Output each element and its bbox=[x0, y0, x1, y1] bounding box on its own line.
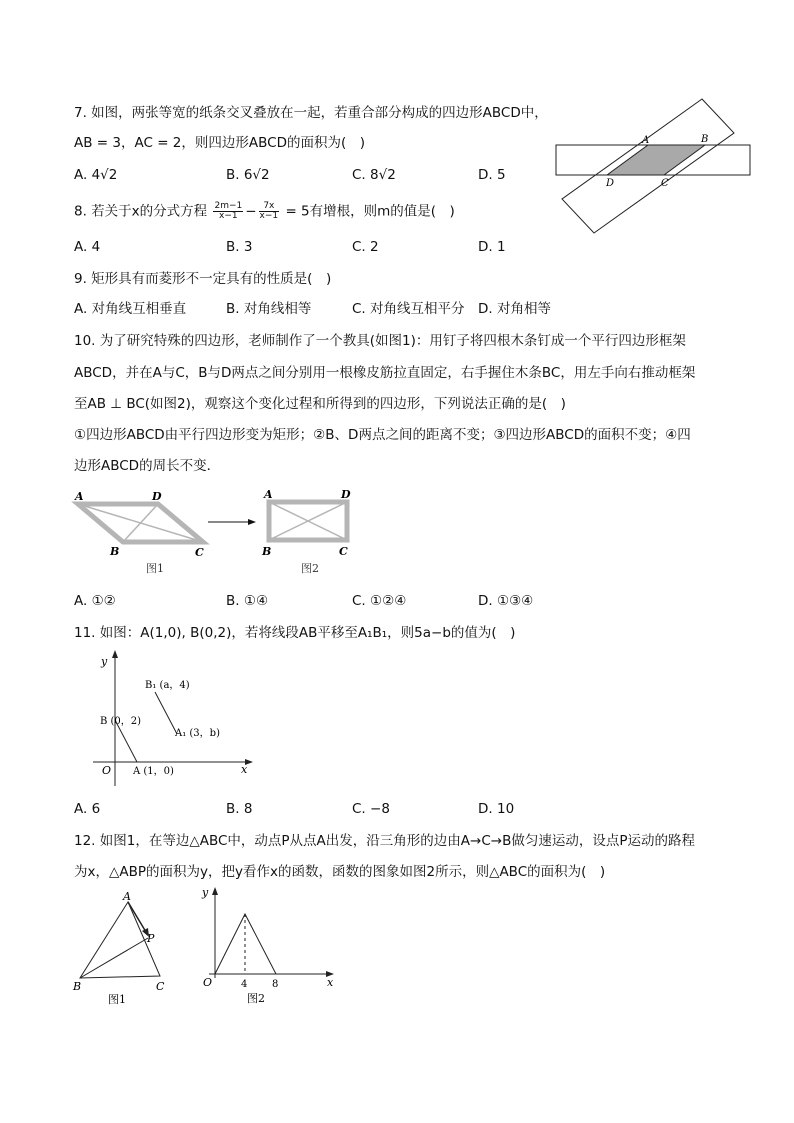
q12-fig2-label-y: y bbox=[202, 886, 209, 899]
q8-fraction-2 bbox=[259, 202, 280, 221]
q8-suffix: = 5有增根，则m的值是( ) bbox=[285, 203, 455, 220]
q10-option-a[interactable]: A. ①② bbox=[74, 593, 116, 609]
q11-coordinate-figure bbox=[85, 648, 260, 790]
q12-fig2-label-x: x bbox=[327, 976, 334, 989]
q7-overlap-abcd bbox=[607, 145, 705, 175]
q12-fig1-triangle bbox=[68, 888, 168, 1010]
q12-fig1-label-b: B bbox=[73, 980, 82, 993]
q11-option-a[interactable]: A. 6 bbox=[74, 801, 101, 817]
q10-fig2-label-d: D bbox=[341, 488, 351, 501]
q10-fig1-label-b: B bbox=[110, 545, 120, 558]
q7-option-a[interactable]: A. 4√2 bbox=[74, 167, 118, 183]
q11-label-a: A (1，0) bbox=[133, 766, 174, 777]
q8-option-d[interactable]: D. 1 bbox=[478, 239, 506, 255]
q8-line bbox=[74, 202, 455, 221]
q12-fig2-label-o: O bbox=[203, 976, 213, 989]
q8-frac2-num: 7x bbox=[259, 202, 280, 212]
q7-label-d: D bbox=[606, 178, 615, 189]
q11-label-b: B (0，2) bbox=[100, 716, 142, 727]
q10-fig2-label-a: A bbox=[264, 488, 273, 501]
q9-option-a[interactable]: A. 对角线互相垂直 bbox=[74, 301, 187, 317]
q12-y-arrow-icon bbox=[212, 887, 218, 895]
q12-line2: 为x，△ABP的面积为y，把y看作x的函数，函数的图象如图2所示，则△ABC的面积为( ) bbox=[74, 864, 606, 880]
q10-fig2-label-c: C bbox=[339, 545, 348, 558]
q9-option-d[interactable]: D. 对角相等 bbox=[478, 301, 551, 317]
q11-option-c[interactable]: C. −8 bbox=[352, 801, 390, 817]
q10-fig2-label-b: B bbox=[262, 545, 272, 558]
q10-fig2-rectangle bbox=[269, 502, 347, 540]
q11-label-x: x bbox=[241, 763, 248, 776]
q10-figures bbox=[70, 486, 370, 581]
q10-line1: 10. 为了研究特殊的四边形，老师制作了一个教具(如图1)：用钉子将四根木条钉成一个平行四边形框架 bbox=[74, 333, 686, 349]
q12-line1: 12. 如图1，在等边△ABC中，动点P从点A出发，沿三角形的边由A→C→B做匀速运动，设点P运动的路程 bbox=[74, 833, 695, 849]
q9-option-c[interactable]: C. 对角线互相平分 bbox=[352, 301, 465, 317]
q11-line1: 11. 如图：A(1,0), B(0,2)，若将线段AB平移至A₁B₁，则5a−b的值为( ) bbox=[74, 625, 516, 641]
q8-prefix: 8. 若关于x的分式方程 bbox=[74, 203, 208, 220]
q7-option-b[interactable]: B. 6√2 bbox=[226, 167, 270, 183]
q10-line3: 至AB ⊥ BC(如图2)，观察这个变化过程和所得到的四边形，下列说法正确的是( ) bbox=[74, 396, 566, 412]
q7-label-b: B bbox=[701, 134, 709, 145]
q10-fig1-label-d: D bbox=[152, 490, 162, 503]
q9-option-b[interactable]: B. 对角线相等 bbox=[226, 301, 312, 317]
q10-line2: ABCD，并在A与C，B与D两点之间分别用一根橡皮筋拉直固定，右手握住木条BC，用左手向右推动框架 bbox=[74, 365, 696, 381]
q11-label-b1: B₁ (a，4) bbox=[145, 680, 190, 691]
q11-option-b[interactable]: B. 8 bbox=[226, 801, 253, 817]
q11-y-arrow-icon bbox=[112, 650, 118, 658]
q7-line2: AB = 3，AC = 2，则四边形ABCD的面积为( ) bbox=[74, 135, 366, 151]
q11-label-a1: A₁ (3，b) bbox=[175, 728, 220, 739]
q11-label-o: O bbox=[102, 764, 112, 777]
q7-line1: 7. 如图，两张等宽的纸条交叉叠放在一起，若重合部分构成的四边形ABCD中， bbox=[74, 105, 548, 121]
q10-option-b[interactable]: B. ①④ bbox=[226, 593, 269, 609]
q12-fig1-label-a: A bbox=[123, 890, 131, 903]
q8-frac2-den: x−1 bbox=[259, 211, 279, 221]
q8-fraction-1 bbox=[213, 202, 243, 221]
q11-option-d[interactable]: D. 10 bbox=[478, 801, 515, 817]
q10-fig1-label-c: C bbox=[195, 546, 204, 559]
q12-segment-bp bbox=[80, 938, 148, 978]
q10-fig1-label-a: A bbox=[75, 490, 84, 503]
q7-label-a: A bbox=[642, 135, 650, 146]
q7-option-c[interactable]: C. 8√2 bbox=[352, 167, 396, 183]
q12-fig2-tick-8: 8 bbox=[272, 979, 279, 990]
q10-fig1-caption: 图1 bbox=[146, 562, 164, 575]
q12-fig1-label-c: C bbox=[156, 980, 165, 993]
q8-frac1-den: x−1 bbox=[219, 211, 238, 221]
q10-fig1-parallelogram bbox=[78, 504, 203, 542]
q8-frac1-num: 2m−1 bbox=[214, 201, 243, 211]
q7-label-c: C bbox=[661, 178, 669, 189]
q12-fig2-graph bbox=[195, 884, 345, 1012]
q10-fig2-caption: 图2 bbox=[301, 562, 319, 575]
q11-segment-a1b1 bbox=[155, 692, 177, 734]
q8-option-b[interactable]: B. 3 bbox=[226, 239, 253, 255]
q11-label-y: y bbox=[101, 655, 108, 668]
q8-option-a[interactable]: A. 4 bbox=[74, 239, 101, 255]
q10-arrow-head-icon bbox=[248, 519, 256, 525]
q10-option-c[interactable]: C. ①②④ bbox=[352, 593, 407, 609]
q12-fig2-caption: 图2 bbox=[247, 992, 265, 1005]
q8-option-c[interactable]: C. 2 bbox=[352, 239, 379, 255]
q8-minus: − bbox=[245, 203, 257, 220]
q7-figure bbox=[550, 95, 755, 235]
q7-option-d[interactable]: D. 5 bbox=[478, 167, 506, 183]
q10-line5: 边形ABCD的周长不变． bbox=[74, 458, 221, 474]
q12-fig1-label-p: P bbox=[147, 932, 155, 945]
q12-fig1-caption: 图1 bbox=[108, 993, 126, 1006]
q12-fig2-tick-4: 4 bbox=[241, 979, 248, 990]
q12-arrow-ap bbox=[128, 902, 146, 932]
q10-line4: ①四边形ABCD由平行四边形变为矩形；②B、D两点之间的距离不变；③四边形ABCD的面积不变；④四 bbox=[74, 427, 691, 443]
q9-line1: 9. 矩形具有而菱形不一定具有的性质是( ) bbox=[74, 271, 332, 287]
q10-option-d[interactable]: D. ①③④ bbox=[478, 593, 534, 609]
